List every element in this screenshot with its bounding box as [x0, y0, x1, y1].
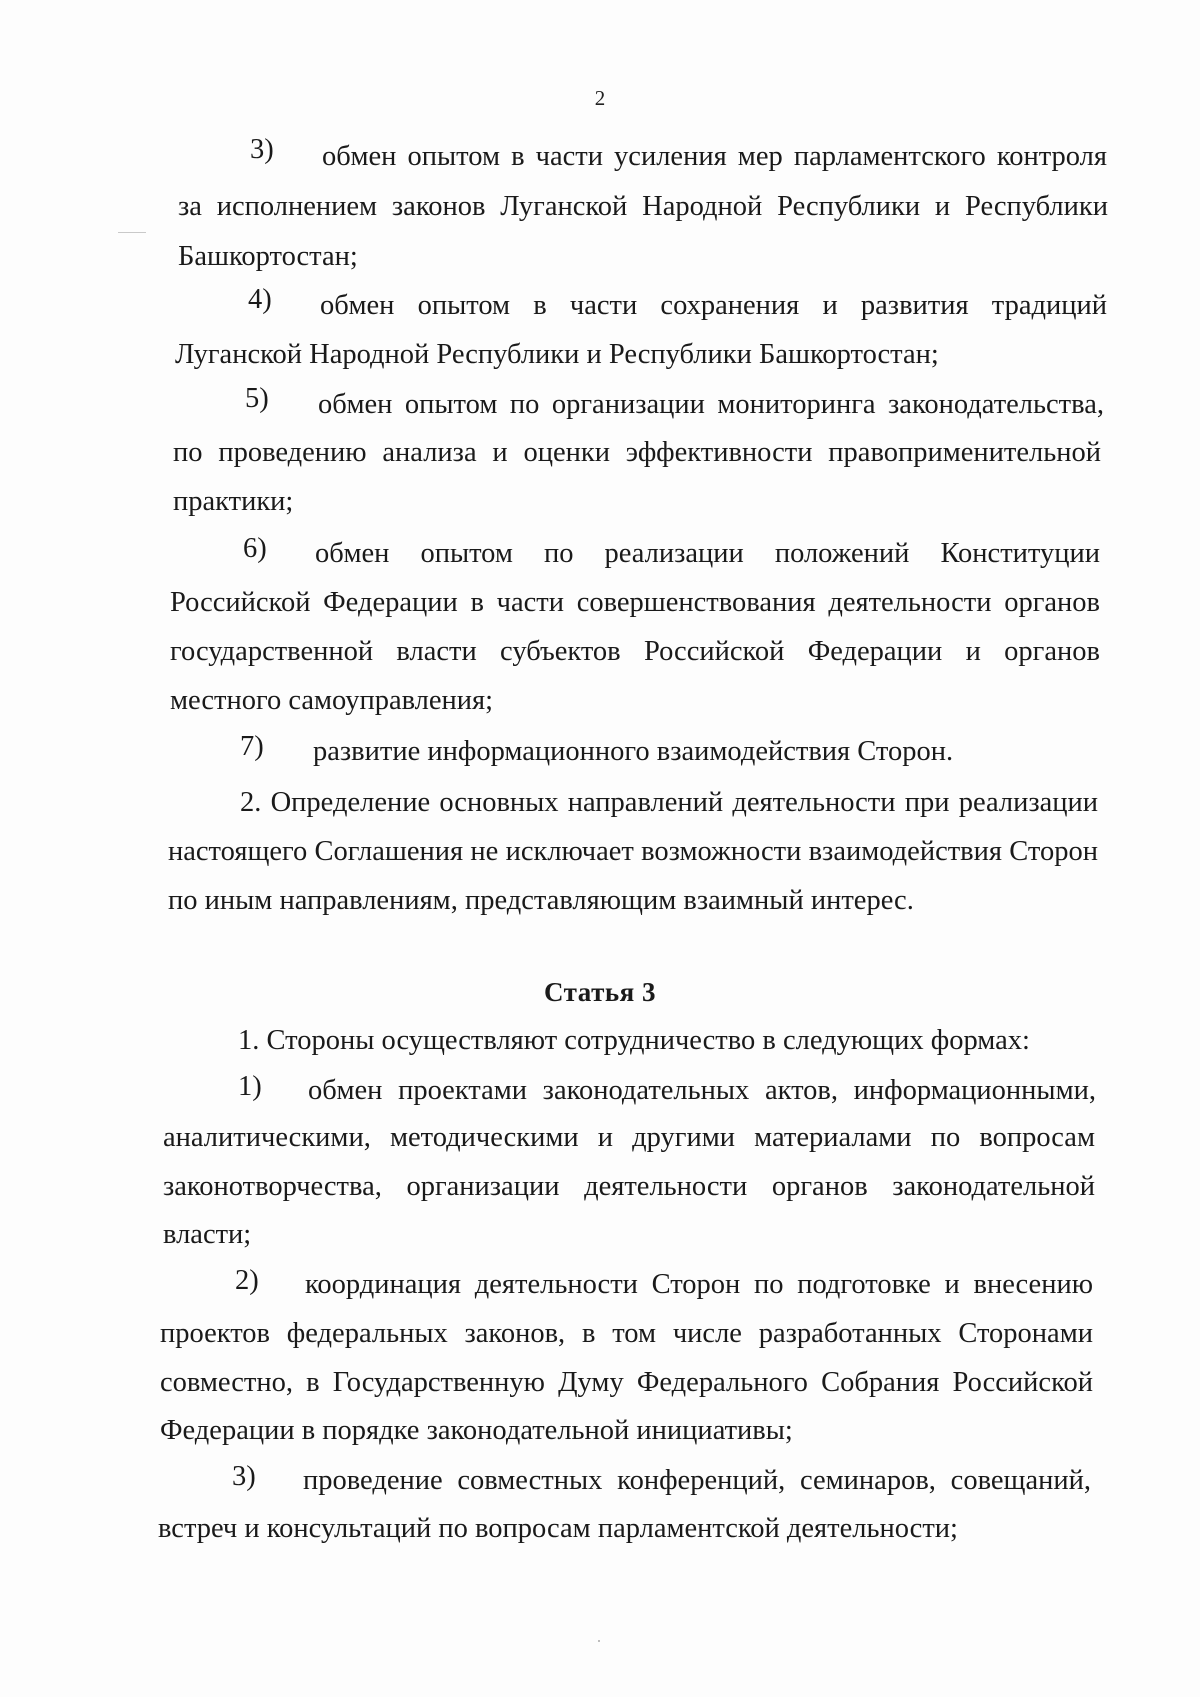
article-intro: 1. Стороны осуществляют сотрудничество в следующих формах:: [238, 1025, 1030, 1056]
list-item-line: Федерации в порядке законодательной инициативы;: [160, 1415, 793, 1446]
page-number: 2: [594, 86, 606, 110]
list-item-line: Российской Федерации в части совершенствования деятельности органов: [170, 587, 1100, 618]
list-item-line: координация деятельности Сторон по подготовке и внесению: [305, 1269, 1093, 1300]
list-item-number: 3): [250, 134, 274, 165]
list-item-line: встреч и консультаций по вопросам парламентской деятельности;: [158, 1513, 958, 1544]
list-item-line: законотворчества, организации деятельности органов законодательной: [163, 1171, 1095, 1202]
list-item-number: 2): [235, 1265, 259, 1296]
paragraph-line: настоящего Соглашения не исключает возможности взаимодействия Сторон: [168, 836, 1098, 867]
list-item-line: государственной власти субъектов Российской Федерации и органов: [170, 636, 1100, 667]
list-item-line: аналитическими, методическими и другими материалами по вопросам: [163, 1122, 1095, 1153]
list-item-line: проектов федеральных законов, в том числе разработанных Сторонами: [160, 1318, 1093, 1349]
list-item-line: обмен проектами законодательных актов, информационными,: [308, 1075, 1096, 1106]
list-item-number: 5): [245, 383, 269, 414]
list-item-line: развитие информационного взаимодействия Сторон.: [313, 736, 954, 767]
list-item-line: обмен опытом по организации мониторинга законодательства,: [318, 389, 1104, 420]
list-item-number: 6): [243, 533, 267, 564]
paragraph-line: 2. Определение основных направлений деятельности при реализации: [240, 787, 1098, 818]
list-item-line: обмен опытом в части усиления мер парламентского контроля: [322, 141, 1107, 172]
list-item-line: по проведению анализа и оценки эффективности правоприменительной: [173, 437, 1101, 468]
scan-speck: [598, 1640, 600, 1642]
list-item-line: Луганской Народной Республики и Республики Башкортостан;: [175, 339, 939, 370]
paragraph-line: по иным направлениям, представляющим взаимный интерес.: [168, 885, 914, 916]
list-item-line: обмен опытом в части сохранения и развития традиций: [320, 290, 1107, 321]
list-item-number: 1): [238, 1071, 262, 1102]
article-heading: Статья 3: [544, 977, 656, 1007]
list-item-line: за исполнением законов Луганской Народной Республики и Республики: [178, 191, 1108, 222]
list-item-line: власти;: [163, 1219, 252, 1250]
list-item-number: 4): [248, 284, 272, 315]
list-item-line: проведение совместных конференций, семинаров, совещаний,: [303, 1465, 1091, 1496]
list-item-line: обмен опытом по реализации положений Конституции: [315, 538, 1100, 569]
list-item-number: 3): [232, 1461, 256, 1492]
list-item-number: 7): [240, 731, 264, 762]
list-item-line: совместно, в Государственную Думу Федерального Собрания Российской: [160, 1367, 1093, 1398]
list-item-line: практики;: [173, 486, 294, 517]
list-item-line: Башкортостан;: [178, 241, 358, 272]
scan-margin-mark: [118, 232, 146, 233]
list-item-line: местного самоуправления;: [170, 685, 494, 716]
